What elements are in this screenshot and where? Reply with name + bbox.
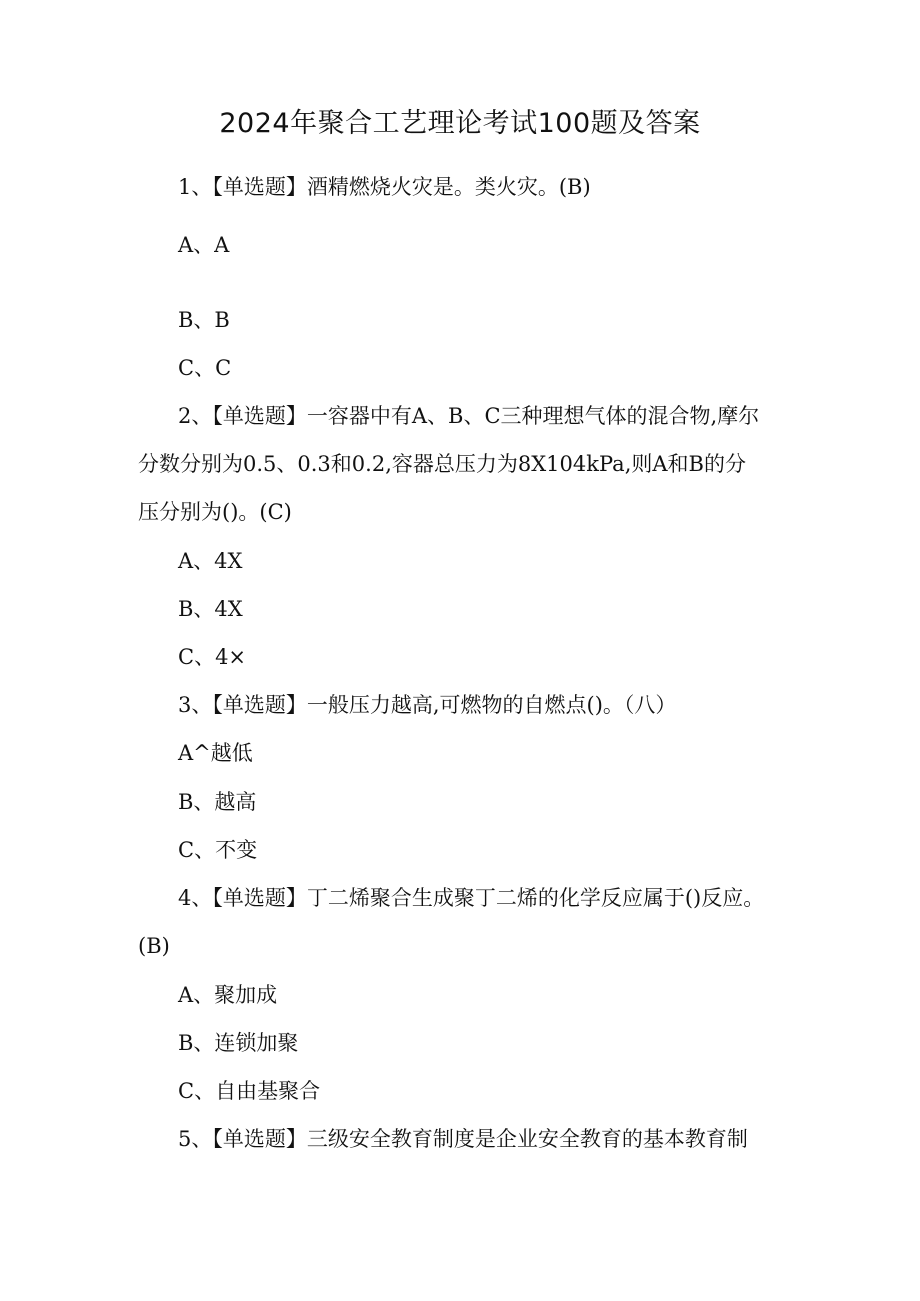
question-1-option-b: B、B xyxy=(178,308,230,332)
question-2-option-a: A、4X xyxy=(178,549,243,573)
question-3-option-a: A^越低 xyxy=(178,741,253,765)
question-2-stem-line-3: 压分别为()。(C) xyxy=(138,500,292,524)
question-3-option-b: B、越高 xyxy=(178,790,257,814)
question-4-option-a: A、聚加成 xyxy=(178,983,278,1007)
question-4-stem-line-2: (B) xyxy=(138,934,170,958)
question-1-option-a: A、A xyxy=(178,233,230,257)
question-3-stem: 3、【单选题】一般压力越高,可燃物的自燃点()。（八） xyxy=(178,693,677,717)
question-5-stem: 5、【单选题】三级安全教育制度是企业安全教育的基本教育制 xyxy=(178,1127,748,1151)
question-2-stem-line-1: 2、【单选题】一容器中有A、B、C三种理想气体的混合物,摩尔 xyxy=(178,404,760,428)
question-2-stem-line-2: 分数分别为0.5、0.3和0.2,容器总压力为8X104kPa,则A和B的分 xyxy=(138,452,746,476)
question-2-option-b: B、4X xyxy=(178,597,243,621)
question-1-stem: 1、【单选题】酒精燃烧火灾是。类火灾。(B) xyxy=(178,175,591,199)
question-4-option-b: B、连锁加聚 xyxy=(178,1031,299,1055)
page-title: 2024年聚合工艺理论考试100题及答案 xyxy=(219,108,701,139)
question-1-option-c: C、C xyxy=(178,356,232,380)
question-4-stem-line-1: 4、【单选题】丁二烯聚合生成聚丁二烯的化学反应属于()反应。 xyxy=(178,886,765,910)
question-2-option-c: C、4× xyxy=(178,645,247,669)
question-4-option-c: C、自由基聚合 xyxy=(178,1079,321,1103)
question-3-option-c: C、不变 xyxy=(178,838,258,862)
